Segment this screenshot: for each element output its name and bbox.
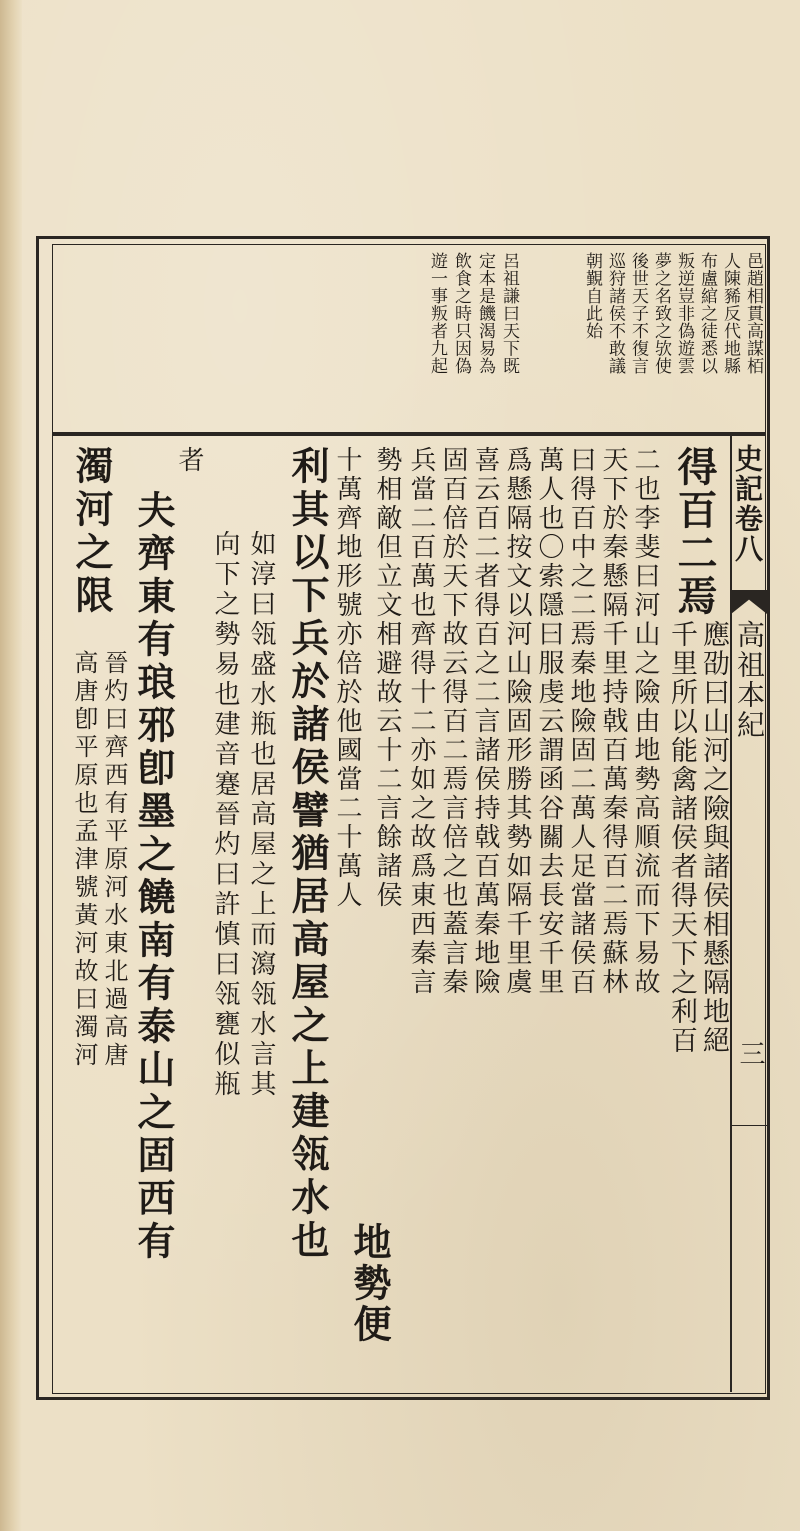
- note-column: 邑趙相貫高謀栢: [743, 252, 763, 375]
- note-column: 飲食之時只因偽: [451, 252, 471, 375]
- note-column: 遊一事叛者九起: [427, 252, 447, 375]
- main-text-heading: 得百二焉: [671, 446, 718, 618]
- note-column: 人陳豨反代地縣: [720, 252, 740, 375]
- main-text-column: 地勢便: [347, 1222, 392, 1345]
- note-column: 夢之名致之欤使: [651, 252, 671, 375]
- commentary-column: 者: [174, 446, 204, 474]
- note-column: 巡狩諸侯不敢議: [605, 252, 625, 375]
- main-text-column: 夫齊東有琅邪卽墨之饒南有泰山之固西有: [131, 490, 176, 1264]
- binding-edge: [0, 0, 22, 1531]
- commentary-column: 固百倍於天下故云得百二焉言倍之也蓋言秦: [438, 446, 468, 997]
- note-column: 叛逆豈非偽遊雲: [674, 252, 694, 375]
- folio-number: 三: [735, 1040, 765, 1066]
- margin-rule: [731, 1125, 767, 1126]
- commentary-column: 萬人也〇索隱曰服虔云謂函谷關去長安千里: [534, 446, 564, 997]
- commentary-column: 十萬齊地形號亦倍於他國當二十萬人: [332, 446, 362, 910]
- commentary-column: 兵當二百萬也齊得十二亦如之故爲東西秦言: [406, 446, 436, 997]
- commentary-column: 高唐卽平原也孟津號黃河故曰濁河: [70, 650, 98, 1070]
- running-title: 史記卷八: [731, 444, 764, 564]
- commentary-column: 天下於秦懸隔千里持戟百萬秦得百二焉蘇林: [598, 446, 628, 997]
- note-column: 後世天子不復言: [628, 252, 648, 375]
- block-margin: [730, 436, 766, 1392]
- note-column: 布盧綰之徒悉以: [697, 252, 717, 375]
- commentary-column: 二也李斐曰河山之險由地勢高順流而下易故: [630, 446, 660, 997]
- commentary-column: 曰得百中之二焉秦地險固二萬人足當諸侯百: [566, 446, 596, 997]
- note-column: 呂祖謙曰天下既: [499, 252, 519, 375]
- commentary-column: 晉灼曰齊西有平原河水東北過高唐: [100, 650, 128, 1070]
- main-text-column: 利其以下兵於諸侯譬猶居高屋之上建瓴水也: [285, 446, 330, 1263]
- commentary-column: 如淳曰瓴盛水瓶也居高屋之上而瀉瓴水言其: [246, 530, 276, 1100]
- commentary-column: 應劭曰山河之險與諸侯相懸隔地絕: [698, 620, 729, 1055]
- commentary-column: 千里所以能禽諸侯者得天下之利百: [666, 620, 697, 1055]
- note-column: 定本是饑渴易為: [475, 252, 495, 375]
- note-column: 朝覲自此始: [582, 252, 602, 340]
- chapter-title: 高祖本紀: [733, 620, 766, 740]
- show-through-ink: [258, 250, 308, 420]
- main-text-column: 濁河之限: [69, 446, 114, 618]
- commentary-column: 向下之勢易也建音蹇晉灼曰許慎曰瓴甕似瓶: [210, 530, 240, 1100]
- commentary-column: 喜云百二者得百之二言諸侯持戟百萬秦地險: [470, 446, 500, 997]
- commentary-column: 爲懸隔按文以河山險固形勝其勢如隔千里虞: [502, 446, 532, 997]
- commentary-column: 勢相敵但立文相避故云十二言餘諸侯: [372, 446, 402, 910]
- upper-register-divider: [52, 432, 766, 436]
